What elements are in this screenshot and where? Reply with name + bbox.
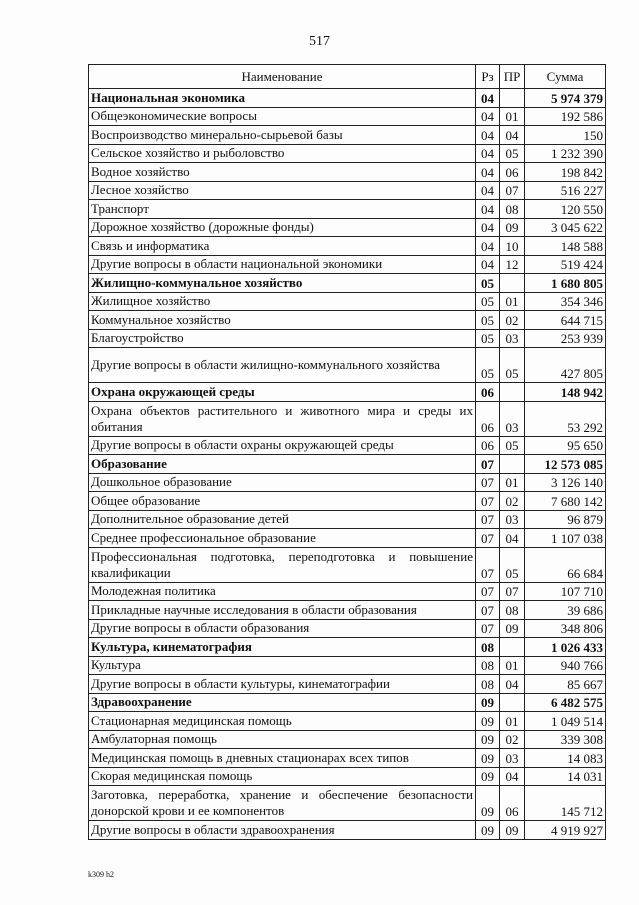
row-pr: 07 xyxy=(500,582,525,601)
row-pr: 01 xyxy=(500,712,525,731)
table-section-row xyxy=(89,455,606,474)
table-row xyxy=(89,730,606,749)
row-sum: 12 573 085 xyxy=(525,455,606,474)
row-sum: 95 650 xyxy=(525,436,606,455)
row-name: Другие вопросы в области образования xyxy=(89,619,476,638)
row-name: Амбулаторная помощь xyxy=(89,730,476,749)
row-name: Другие вопросы в области жилищно-коммунального хозяйства xyxy=(89,348,476,383)
row-sum: 7 680 142 xyxy=(525,492,606,511)
row-pr xyxy=(500,455,525,474)
row-name: Дошкольное образование xyxy=(89,473,476,492)
header-pr: ПР xyxy=(500,65,525,89)
header-name: Наименование xyxy=(89,65,476,89)
table-row xyxy=(89,712,606,731)
row-rz: 09 xyxy=(476,821,500,840)
row-name: Образование xyxy=(89,455,476,474)
row-name: Связь и информатика xyxy=(89,237,476,256)
row-pr: 04 xyxy=(500,126,525,145)
row-pr: 12 xyxy=(500,255,525,274)
row-rz: 09 xyxy=(476,749,500,768)
row-pr xyxy=(500,383,525,402)
table-row xyxy=(89,237,606,256)
row-pr: 06 xyxy=(500,163,525,182)
row-name: Другие вопросы в области национальной экономики xyxy=(89,255,476,274)
row-name: Охрана окружающей среды xyxy=(89,383,476,402)
row-sum: 53 292 xyxy=(525,401,606,436)
row-rz: 04 xyxy=(476,255,500,274)
row-pr: 05 xyxy=(500,436,525,455)
row-sum: 66 684 xyxy=(525,547,606,582)
table-row xyxy=(89,181,606,200)
row-pr xyxy=(500,89,525,108)
row-pr: 08 xyxy=(500,200,525,219)
row-sum: 348 806 xyxy=(525,619,606,638)
row-rz: 05 xyxy=(476,329,500,348)
table-row xyxy=(89,675,606,694)
table-row xyxy=(89,163,606,182)
row-pr: 01 xyxy=(500,473,525,492)
row-pr: 04 xyxy=(500,767,525,786)
table-row xyxy=(89,529,606,548)
row-rz: 04 xyxy=(476,200,500,219)
row-name: Здравоохранение xyxy=(89,693,476,712)
row-sum: 5 974 379 xyxy=(525,89,606,108)
row-pr: 02 xyxy=(500,492,525,511)
row-pr: 02 xyxy=(500,311,525,330)
table-row xyxy=(89,200,606,219)
row-rz: 07 xyxy=(476,619,500,638)
row-pr: 04 xyxy=(500,529,525,548)
row-rz: 09 xyxy=(476,712,500,731)
table-row xyxy=(89,311,606,330)
row-pr: 01 xyxy=(500,292,525,311)
table-row xyxy=(89,492,606,511)
table-row xyxy=(89,144,606,163)
row-rz: 04 xyxy=(476,163,500,182)
row-sum: 1 026 433 xyxy=(525,638,606,657)
row-rz: 09 xyxy=(476,693,500,712)
row-name: Жилищное хозяйство xyxy=(89,292,476,311)
row-rz: 07 xyxy=(476,601,500,620)
row-rz: 08 xyxy=(476,638,500,657)
row-pr xyxy=(500,693,525,712)
row-pr: 05 xyxy=(500,547,525,582)
table-row xyxy=(89,329,606,348)
row-pr: 09 xyxy=(500,218,525,237)
table-row xyxy=(89,126,606,145)
row-rz: 08 xyxy=(476,656,500,675)
table-row xyxy=(89,401,606,436)
row-pr: 05 xyxy=(500,144,525,163)
row-pr: 02 xyxy=(500,730,525,749)
row-pr: 04 xyxy=(500,675,525,694)
row-rz: 06 xyxy=(476,383,500,402)
table-row xyxy=(89,619,606,638)
row-name: Заготовка, переработка, хранение и обеспечение безопасности донорской крови и ее компонентов xyxy=(89,786,476,821)
row-pr: 08 xyxy=(500,601,525,620)
row-rz: 09 xyxy=(476,730,500,749)
row-name: Культура, кинематография xyxy=(89,638,476,657)
row-rz: 05 xyxy=(476,348,500,383)
row-pr: 03 xyxy=(500,510,525,529)
table-section-row xyxy=(89,274,606,293)
table-section-row xyxy=(89,693,606,712)
row-sum: 150 xyxy=(525,126,606,145)
row-pr: 06 xyxy=(500,786,525,821)
row-pr xyxy=(500,274,525,293)
row-sum: 516 227 xyxy=(525,181,606,200)
table-row xyxy=(89,786,606,821)
row-sum: 14 031 xyxy=(525,767,606,786)
row-rz: 07 xyxy=(476,492,500,511)
header-sum: Сумма xyxy=(525,65,606,89)
row-pr: 10 xyxy=(500,237,525,256)
row-name: Прикладные научные исследования в области образования xyxy=(89,601,476,620)
row-rz: 07 xyxy=(476,473,500,492)
row-sum: 1 232 390 xyxy=(525,144,606,163)
row-name: Другие вопросы в области культуры, кинематографии xyxy=(89,675,476,694)
row-rz: 07 xyxy=(476,455,500,474)
row-pr: 01 xyxy=(500,107,525,126)
row-sum: 148 588 xyxy=(525,237,606,256)
row-name: Профессиональная подготовка, переподготовка и повышение квалификации xyxy=(89,547,476,582)
row-rz: 04 xyxy=(476,126,500,145)
row-name: Коммунальное хозяйство xyxy=(89,311,476,330)
row-name: Стационарная медицинская помощь xyxy=(89,712,476,731)
row-rz: 04 xyxy=(476,89,500,108)
row-sum: 519 424 xyxy=(525,255,606,274)
row-pr: 03 xyxy=(500,329,525,348)
row-pr: 05 xyxy=(500,348,525,383)
row-name: Среднее профессиональное образование xyxy=(89,529,476,548)
table-row xyxy=(89,601,606,620)
table-row xyxy=(89,656,606,675)
table-row xyxy=(89,582,606,601)
row-sum: 3 126 140 xyxy=(525,473,606,492)
table-row xyxy=(89,292,606,311)
row-sum: 85 667 xyxy=(525,675,606,694)
row-name: Транспорт xyxy=(89,200,476,219)
row-sum: 192 586 xyxy=(525,107,606,126)
row-name: Охрана объектов растительного и животного мира и среды их обитания xyxy=(89,401,476,436)
row-sum: 1 680 805 xyxy=(525,274,606,293)
row-rz: 09 xyxy=(476,786,500,821)
row-pr xyxy=(500,638,525,657)
row-name: Дополнительное образование детей xyxy=(89,510,476,529)
footer-code: k309 h2 xyxy=(88,870,114,879)
row-rz: 07 xyxy=(476,547,500,582)
row-name: Лесное хозяйство xyxy=(89,181,476,200)
row-pr: 03 xyxy=(500,749,525,768)
table-section-row xyxy=(89,383,606,402)
row-pr: 07 xyxy=(500,181,525,200)
row-sum: 96 879 xyxy=(525,510,606,529)
row-sum: 120 550 xyxy=(525,200,606,219)
row-name: Водное хозяйство xyxy=(89,163,476,182)
row-rz: 08 xyxy=(476,675,500,694)
row-name: Благоустройство xyxy=(89,329,476,348)
row-pr: 01 xyxy=(500,656,525,675)
row-sum: 6 482 575 xyxy=(525,693,606,712)
row-rz: 06 xyxy=(476,401,500,436)
row-sum: 148 942 xyxy=(525,383,606,402)
table-row xyxy=(89,510,606,529)
table-section-row xyxy=(89,89,606,108)
row-pr: 09 xyxy=(500,821,525,840)
row-sum: 1 049 514 xyxy=(525,712,606,731)
row-sum: 644 715 xyxy=(525,311,606,330)
row-sum: 39 686 xyxy=(525,601,606,620)
row-name: Другие вопросы в области здравоохранения xyxy=(89,821,476,840)
row-rz: 05 xyxy=(476,274,500,293)
row-rz: 06 xyxy=(476,436,500,455)
page-number: 517 xyxy=(309,34,330,49)
row-rz: 04 xyxy=(476,107,500,126)
row-pr: 09 xyxy=(500,619,525,638)
table-row xyxy=(89,436,606,455)
row-name: Скорая медицинская помощь xyxy=(89,767,476,786)
table-row xyxy=(89,218,606,237)
row-rz: 05 xyxy=(476,311,500,330)
row-rz: 09 xyxy=(476,767,500,786)
table-row xyxy=(89,348,606,383)
table-row xyxy=(89,473,606,492)
table-header-row xyxy=(89,65,606,89)
row-name: Медицинская помощь в дневных стационарах всех типов xyxy=(89,749,476,768)
row-sum: 198 842 xyxy=(525,163,606,182)
table-row xyxy=(89,107,606,126)
row-rz: 04 xyxy=(476,237,500,256)
row-sum: 253 939 xyxy=(525,329,606,348)
row-rz: 04 xyxy=(476,181,500,200)
table-row xyxy=(89,821,606,840)
row-sum: 14 083 xyxy=(525,749,606,768)
table-row xyxy=(89,255,606,274)
row-name: Национальная экономика xyxy=(89,89,476,108)
row-sum: 940 766 xyxy=(525,656,606,675)
row-name: Молодежная политика xyxy=(89,582,476,601)
row-sum: 1 107 038 xyxy=(525,529,606,548)
row-rz: 07 xyxy=(476,510,500,529)
table-row xyxy=(89,749,606,768)
row-name: Общеэкономические вопросы xyxy=(89,107,476,126)
row-rz: 07 xyxy=(476,529,500,548)
row-rz: 04 xyxy=(476,218,500,237)
row-name: Культура xyxy=(89,656,476,675)
row-name: Другие вопросы в области охраны окружающей среды xyxy=(89,436,476,455)
row-name: Жилищно-коммунальное хозяйство xyxy=(89,274,476,293)
row-sum: 354 346 xyxy=(525,292,606,311)
row-name: Воспроизводство минерально-сырьевой базы xyxy=(89,126,476,145)
header-rz: Рз xyxy=(476,65,500,89)
row-sum: 339 308 xyxy=(525,730,606,749)
row-sum: 145 712 xyxy=(525,786,606,821)
row-name: Общее образование xyxy=(89,492,476,511)
table-row xyxy=(89,767,606,786)
row-sum: 3 045 622 xyxy=(525,218,606,237)
row-sum: 4 919 927 xyxy=(525,821,606,840)
row-rz: 04 xyxy=(476,144,500,163)
row-rz: 05 xyxy=(476,292,500,311)
table-section-row xyxy=(89,638,606,657)
budget-table xyxy=(88,64,606,840)
row-sum: 427 805 xyxy=(525,348,606,383)
row-sum: 107 710 xyxy=(525,582,606,601)
row-name: Сельское хозяйство и рыболовство xyxy=(89,144,476,163)
table-body xyxy=(89,89,606,840)
table-row xyxy=(89,547,606,582)
row-pr: 03 xyxy=(500,401,525,436)
row-name: Дорожное хозяйство (дорожные фонды) xyxy=(89,218,476,237)
row-rz: 07 xyxy=(476,582,500,601)
